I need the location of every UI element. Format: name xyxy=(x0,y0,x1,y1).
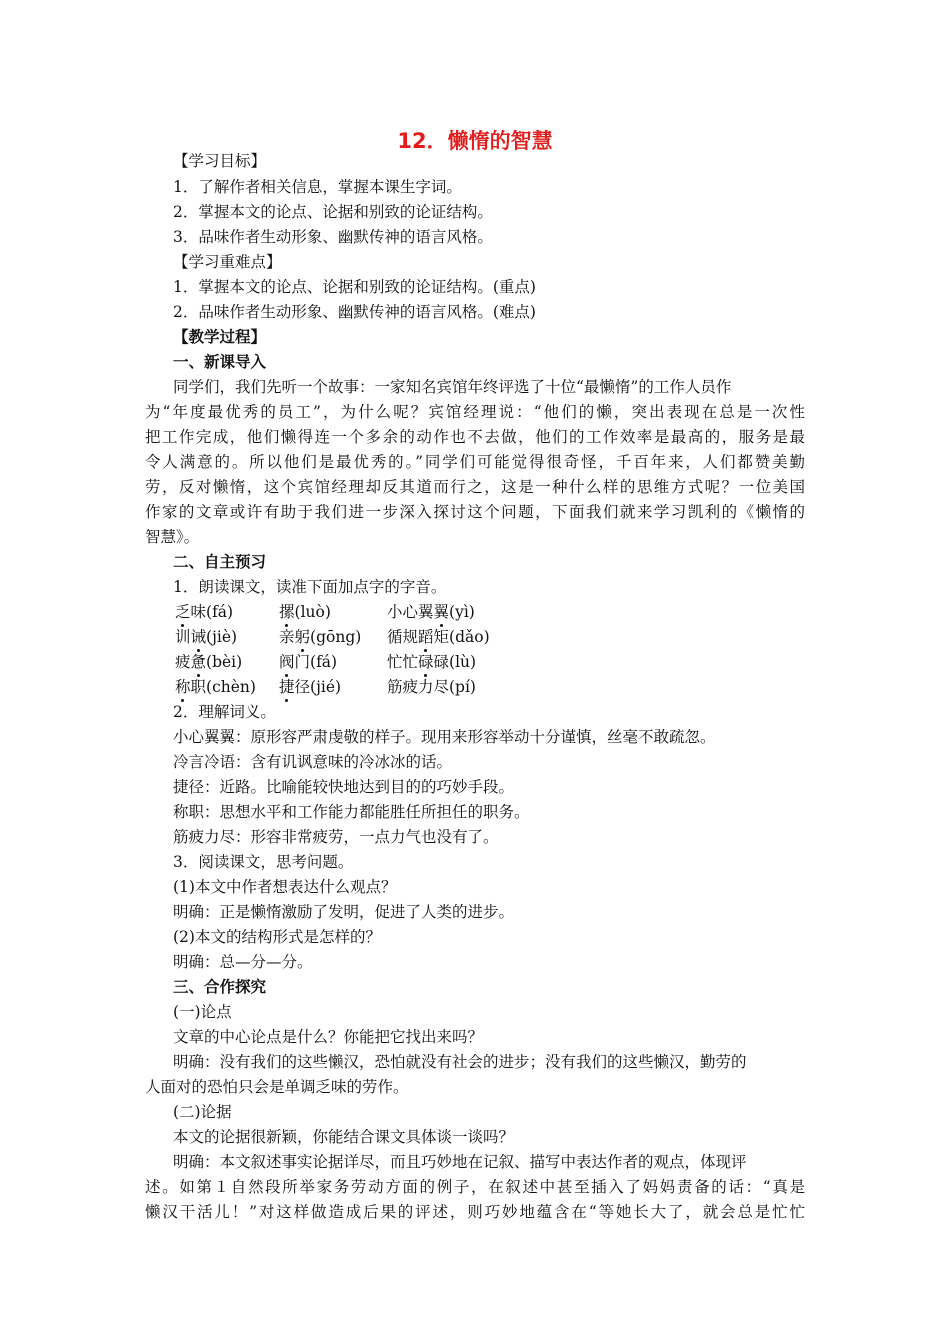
word-rest: 门(fá) xyxy=(294,653,338,671)
paragraph-intro-line: 同学们，我们先听一个故事：一家知名宾馆年终评选了十位“最懒惰”的工作人员作 xyxy=(173,378,732,396)
word-rest: (luò) xyxy=(294,603,331,621)
emphasis-char: 乏 xyxy=(175,603,191,621)
question: (2)本文的结构形式是怎样的？ xyxy=(173,928,381,946)
answer-line: 人面对的恐怕只会是单调乏味的劳作。 xyxy=(145,1078,409,1096)
heading-preview: 二、自主预习 xyxy=(173,553,267,571)
word-rest: 径(jié) xyxy=(294,678,342,696)
answer-line: 懒汉干活儿！”对这样做造成后果的评述，则巧妙地蕴含在“等她长大了，就会总是忙忙 xyxy=(145,1203,805,1221)
definition: 筋疲力尽：形容非常疲劳，一点力气也没有了。 xyxy=(173,828,499,846)
answer-line: 明确：没有我们的这些懒汉，恐怕就没有社会的进步；没有我们的这些懒汉，勤劳的 xyxy=(173,1053,747,1071)
word-item xyxy=(387,603,475,621)
answer-line: 明确：本文叙述事实论据详尽，而且巧妙地在记叙、描写中表达作者的观点，体现评 xyxy=(173,1153,747,1171)
emphasis-char: 诫 xyxy=(190,628,207,646)
subheading-evidence: (二)论据 xyxy=(173,1103,232,1121)
word-item xyxy=(175,653,242,671)
question: 本文的论据很新颖，你能结合课文具体谈一谈吗？ xyxy=(173,1128,515,1146)
goal-2: 2．掌握本文的论点、论据和别致的论证结构。 xyxy=(173,203,493,221)
heading-intro: 一、新课导入 xyxy=(173,353,267,371)
question: 文章的中心论点是什么？你能把它找出来吗？ xyxy=(173,1028,484,1046)
emphasis-char: 躬 xyxy=(294,628,311,646)
paragraph-intro-line: 智慧》。 xyxy=(145,528,200,546)
word-rest: 亲 xyxy=(279,628,295,646)
emphasis-char: 惫 xyxy=(190,653,207,671)
word-rest: 味(fá) xyxy=(190,603,234,621)
answer-line: 述。如第１自然段所举家务劳动方面的例子，在叙述中甚至插入了妈妈责备的话：“真是 xyxy=(145,1178,805,1196)
paragraph-intro-line: 把工作完成，他们懒得连一个多余的动作也不去做，他们的工作效率是最高的，服务是最 xyxy=(145,428,805,446)
emphasis-char: 摞 xyxy=(279,603,295,621)
word-item xyxy=(175,628,237,646)
word-rest: 训 xyxy=(175,628,191,646)
word-rest: 疲 xyxy=(175,653,191,671)
word-rest: 职(chèn) xyxy=(190,678,256,696)
word-rest: (yì) xyxy=(449,603,475,621)
word-item xyxy=(279,628,361,646)
definition: 冷言冷语：含有讥讽意味的冷冰冰的话。 xyxy=(173,753,453,771)
task-reading: 3．阅读课文，思考问题。 xyxy=(173,853,354,871)
question: (1)本文中作者想表达什么观点？ xyxy=(173,878,397,896)
word-rest: 碌(lù) xyxy=(433,653,477,671)
goal-1: 1．了解作者相关信息，掌握本课生字词。 xyxy=(173,178,462,196)
word-rest: (jiè) xyxy=(206,628,238,646)
word-rest: 忙忙 xyxy=(387,653,419,671)
word-rest: 筋疲力尽(pí) xyxy=(387,678,476,696)
word-rest: (gōng) xyxy=(310,628,362,646)
word-rest: (bèi) xyxy=(206,653,243,671)
emphasis-char: 捷 xyxy=(279,678,295,696)
emphasis-char: 阀 xyxy=(279,653,295,671)
word-rest: 小心翼 xyxy=(387,603,434,621)
paragraph-intro-line: 为“年度最优秀的员工”，为什么呢？宾馆经理说：“他们的懒，突出表现在总是一次性 xyxy=(145,403,805,421)
word-item xyxy=(279,653,337,671)
word-item xyxy=(387,653,476,671)
word-rest: 循规 xyxy=(387,628,419,646)
answer: 明确：总—分—分。 xyxy=(173,953,313,971)
key-point-2: 2．品味作者生动形象、幽默传神的语言风格。(难点) xyxy=(173,303,536,321)
word-item xyxy=(387,678,476,696)
emphasis-char: 碌 xyxy=(418,653,434,671)
word-item xyxy=(279,678,341,696)
word-item xyxy=(175,678,256,696)
goal-3: 3．品味作者生动形象、幽默传神的语言风格。 xyxy=(173,228,493,246)
key-point-1: 1．掌握本文的论点、论据和别致的论证结构。(重点) xyxy=(173,278,536,296)
definition: 小心翼翼：原形容严肃虔敬的样子。现用来形容举动十分谨慎，丝毫不敢疏忽。 xyxy=(173,728,716,746)
answer: 明确：正是懒惰激励了发明，促进了人类的进步。 xyxy=(173,903,515,921)
word-item xyxy=(387,628,490,646)
word-rest: 矩(dǎo) xyxy=(433,628,490,646)
task-vocabulary: 2．理解词义。 xyxy=(173,703,276,721)
heading-cooperation: 三、合作探究 xyxy=(173,978,267,996)
definition: 捷径：近路。比喻能较快地达到目的的巧妙手段。 xyxy=(173,778,515,796)
paragraph-intro-line: 劳，反对懒惰，这个宾馆经理却反其道而行之，这是一种什么样的思维方式呢？一位美国 xyxy=(145,478,805,496)
section-heading-key-points: 【学习重难点】 xyxy=(173,253,282,271)
word-item xyxy=(175,603,233,621)
section-heading-process: 【教学过程】 xyxy=(173,328,267,346)
definition: 称职：思想水平和工作能力都能胜任所担任的职务。 xyxy=(173,803,530,821)
page-title: 12．懒惰的智慧 xyxy=(397,129,553,153)
emphasis-char: 蹈 xyxy=(418,628,434,646)
word-item xyxy=(279,603,331,621)
paragraph-intro-line: 作家的文章或许有助于我们进一步深入探讨这个问题，下面我们就来学习凯利的《懒惰的 xyxy=(145,503,805,521)
subheading-argument: (一)论点 xyxy=(173,1003,232,1021)
emphasis-char: 翼 xyxy=(433,603,450,621)
emphasis-char: 称 xyxy=(175,678,191,696)
paragraph-intro-line: 令人满意的。所以他们是最优秀的。”同学们可能觉得很奇怪，千百年来，人们都赞美勤 xyxy=(145,453,805,471)
task-pronunciation: 1．朗读课文，读准下面加点字的字音。 xyxy=(173,578,447,596)
section-heading-goals: 【学习目标】 xyxy=(173,152,267,170)
